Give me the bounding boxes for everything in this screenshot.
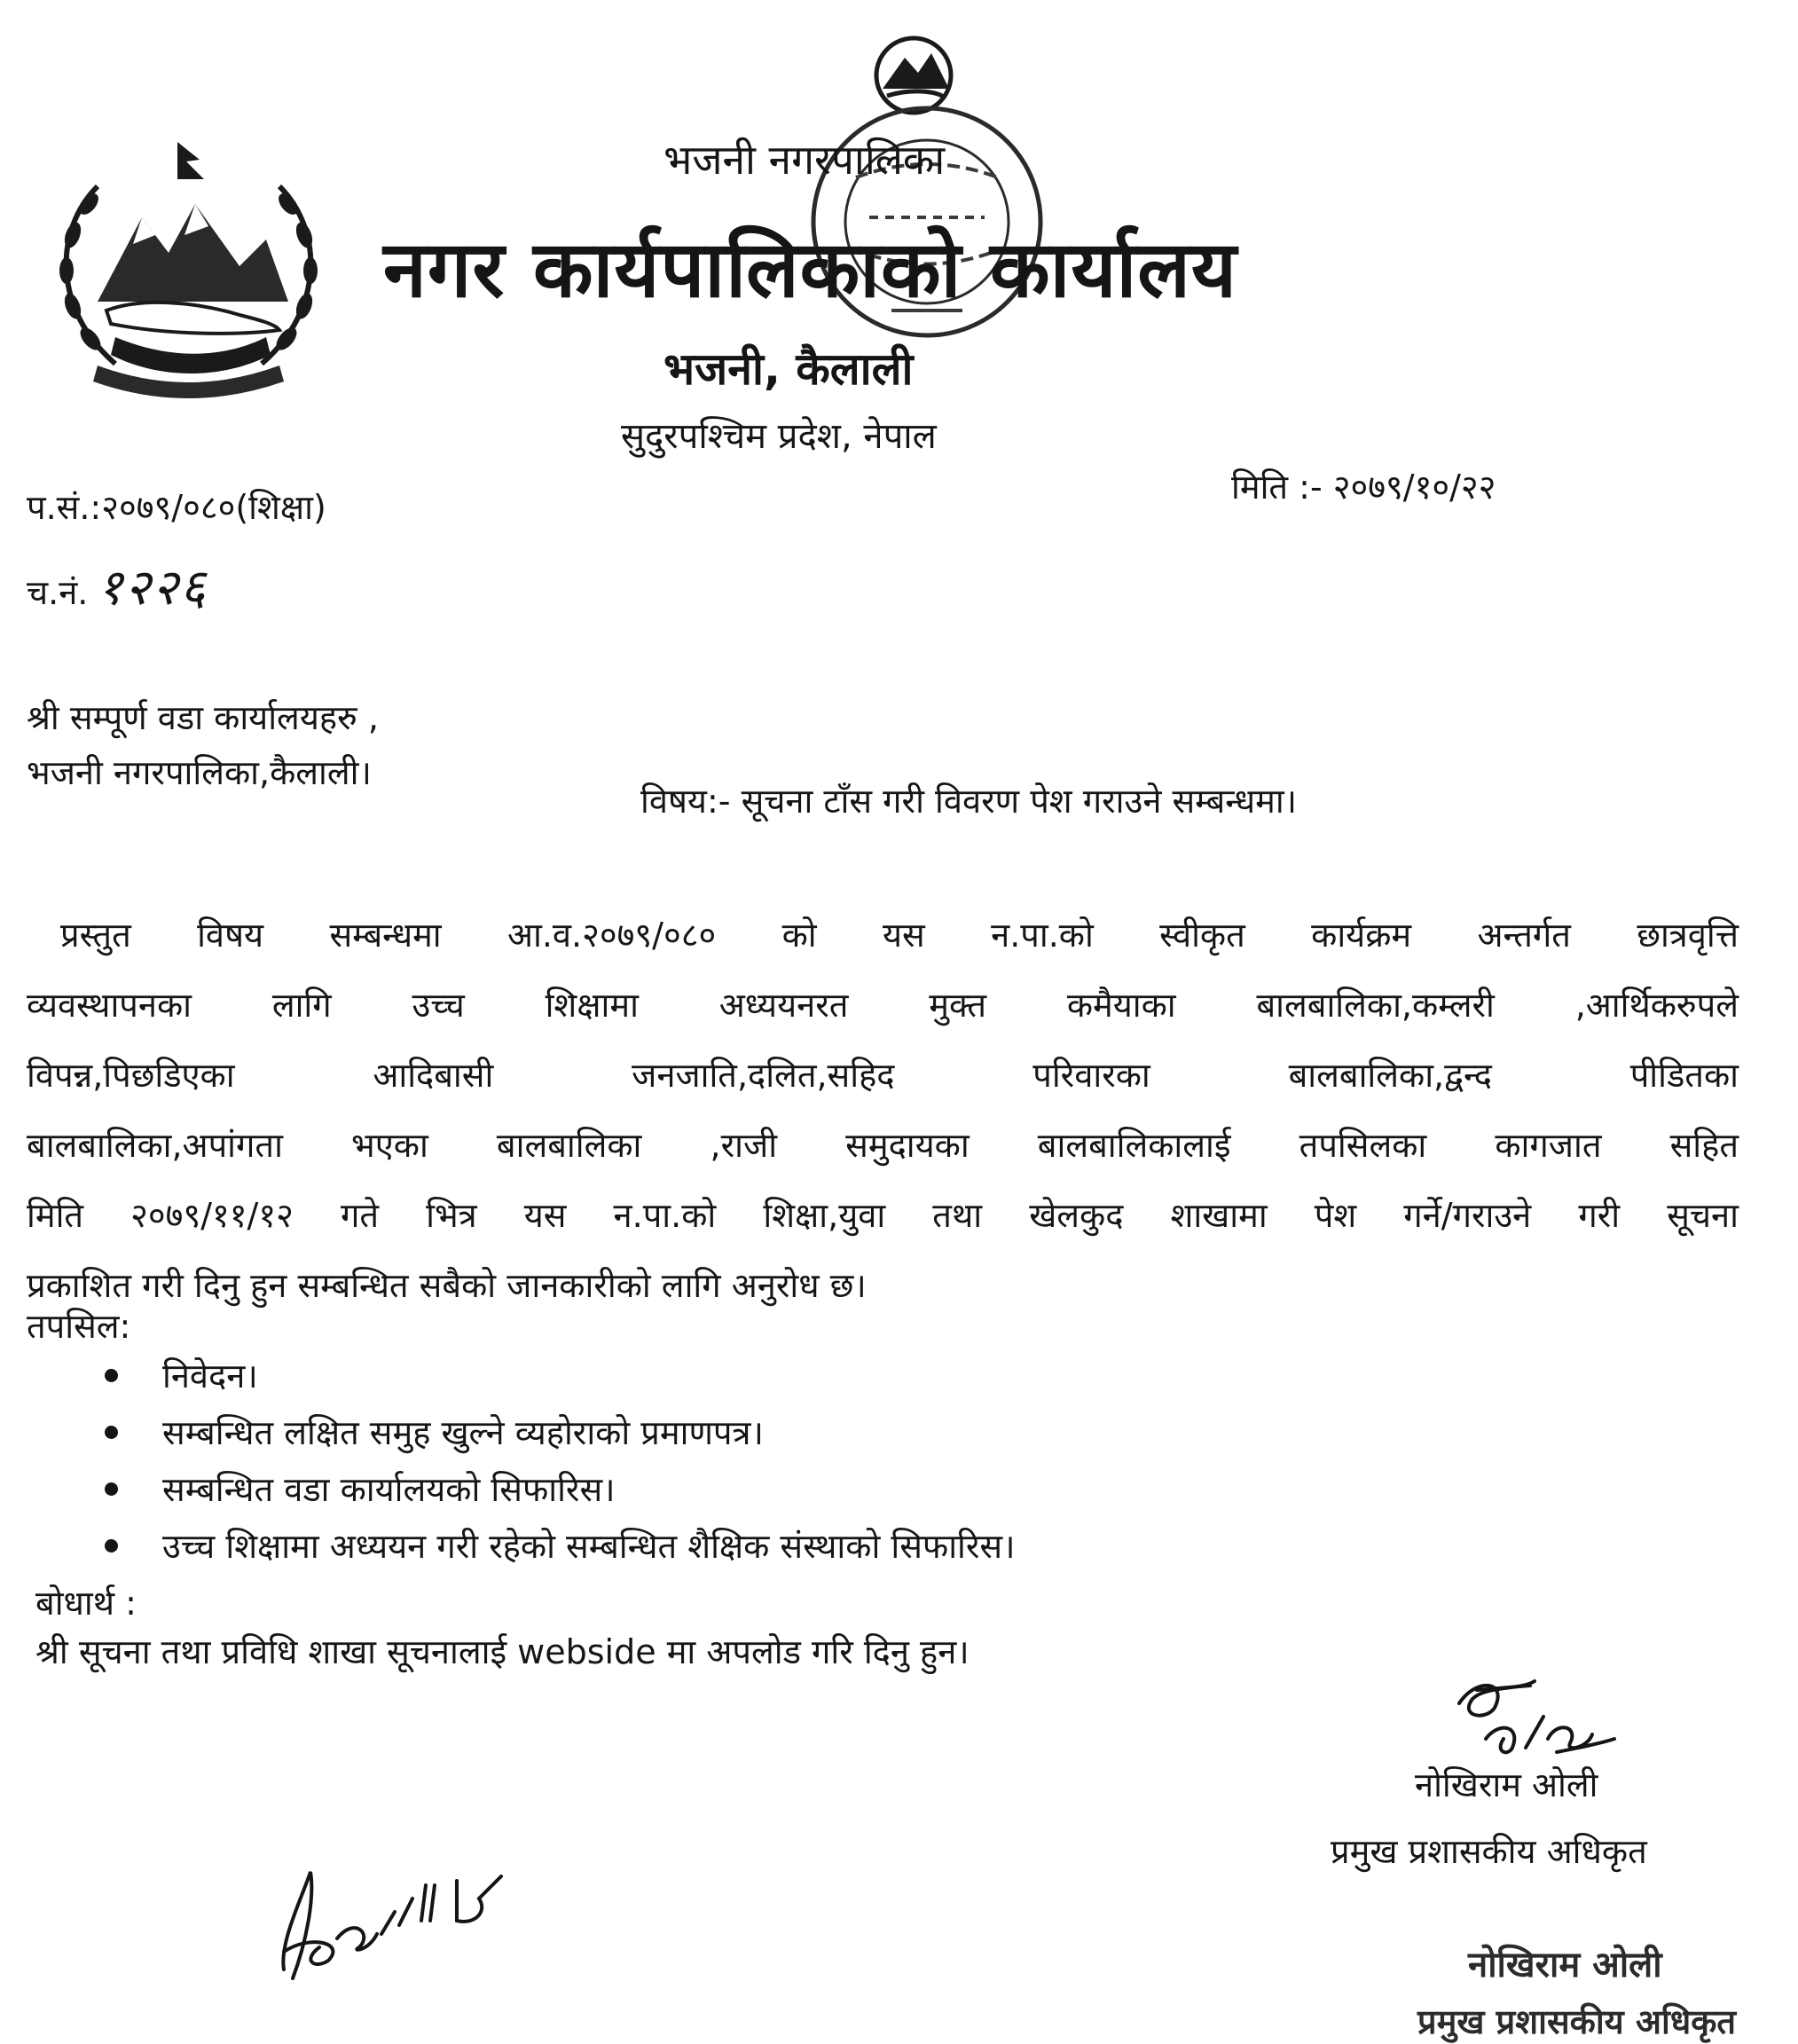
body-paragraph: [27, 900, 1739, 1321]
information-label: बोधार्थ :: [35, 1584, 137, 1623]
body-line: प्रस्तुत विषय सम्बन्धमा आ.व.२०७९/०८० को यस न.पा.को स्वीकृत कार्यक्रम अन्तर्गत छात्रवृत्ति: [60, 916, 1739, 955]
annex-item-text: निवेदन।: [162, 1356, 258, 1395]
officer-name: नोखिराम ओली: [1415, 1765, 1598, 1804]
municipality-name: भजनी नगरपालिका: [663, 136, 946, 184]
subject-line: विषय:- सूचना टाँस गरी विवरण पेश गराउने सम्बन्धमा।: [640, 782, 1298, 821]
dispatch-number-label: च.नं.: [27, 573, 89, 612]
annex-list: [105, 1347, 1016, 1574]
list-item: [105, 1347, 1016, 1403]
dispatch-number-row: [27, 552, 208, 619]
letter-reference-number: प.सं.:२०७९/०८०(शिक्षा): [27, 488, 326, 527]
office-location: भजनी, कैलाली: [663, 343, 914, 395]
office-title: नगर कार्यपालिकाको कार्यालय: [383, 224, 1237, 315]
recipient-line-1: श्री सम्पूर्ण वडा कार्यालयहरु ,: [27, 698, 379, 737]
officer-designation-stamp: प्रमुख प्रशासकीय अधिकृत: [1417, 2002, 1737, 2041]
officer-name-stamp: नोखिराम ओली: [1468, 1945, 1662, 1985]
nepal-emblem-icon: [35, 133, 342, 399]
list-item: [105, 1517, 1016, 1574]
list-item: [105, 1460, 1016, 1517]
body-line: व्यवस्थापनका लागि उच्च शिक्षामा अध्ययनरत मुक्त कमैयाका बालबालिका,कम्लरी ,आर्थिकरुपले: [27, 986, 1739, 1025]
body-line: विपन्न,पिछडिएका आदिबासी जनजाति,दलित,सहिद परिवारका बालबालिका,द्वन्द पीडितका: [27, 1056, 1739, 1095]
annex-item-text: सम्बन्धित वडा कार्यालयको सिफारिस।: [162, 1470, 616, 1509]
body-line: मिति २०७९/११/१२ गते भित्र यस न.पा.को शिक्षा,युवा तथा खेलकुद शाखामा पेश गर्ने/गराउने गरी सूचना: [27, 1196, 1739, 1235]
body-line: प्रकाशित गरी दिनु हुन सम्बन्धित सबैको जानकारीको लागि अनुरोध छ।: [27, 1266, 867, 1305]
handwritten-initials-icon: [266, 1836, 532, 1987]
letter-date: मिति :- २०७९/१०/२२: [1231, 468, 1496, 507]
office-province: सुदुरपश्चिम प्रदेश, नेपाल: [621, 416, 937, 457]
dispatch-number-handwritten: १२२६: [97, 559, 208, 617]
list-item: [105, 1403, 1016, 1460]
body-line: बालबालिका,अपांगता भएका बालबालिका ,राजी समुदायका बालबालिकालाई तपसिलका कागजात सहित: [27, 1126, 1739, 1165]
bullet-icon: [105, 1426, 118, 1439]
bullet-icon: [105, 1539, 118, 1553]
bullet-icon: [105, 1482, 118, 1496]
bullet-icon: [105, 1369, 118, 1382]
officer-designation: प्रमुख प्रशासकीय अधिकृत: [1331, 1832, 1647, 1871]
information-text: श्री सूचना तथा प्रविधि शाखा सूचनालाई webside मा अपलोड गरि दिनु हुन।: [35, 1632, 970, 1671]
annex-item-text: सम्बन्धित लक्षित समुह खुल्ने व्यहोराको प्रमाणपत्र।: [162, 1413, 764, 1452]
recipient-line-2: भजनी नगरपालिका,कैलाली।: [27, 753, 372, 792]
annex-item-text: उच्च शिक्षामा अध्ययन गरी रहेको सम्बन्धित शैक्षिक संस्थाको सिफारिस।: [162, 1527, 1016, 1566]
annex-heading: तपसिल:: [27, 1307, 131, 1346]
